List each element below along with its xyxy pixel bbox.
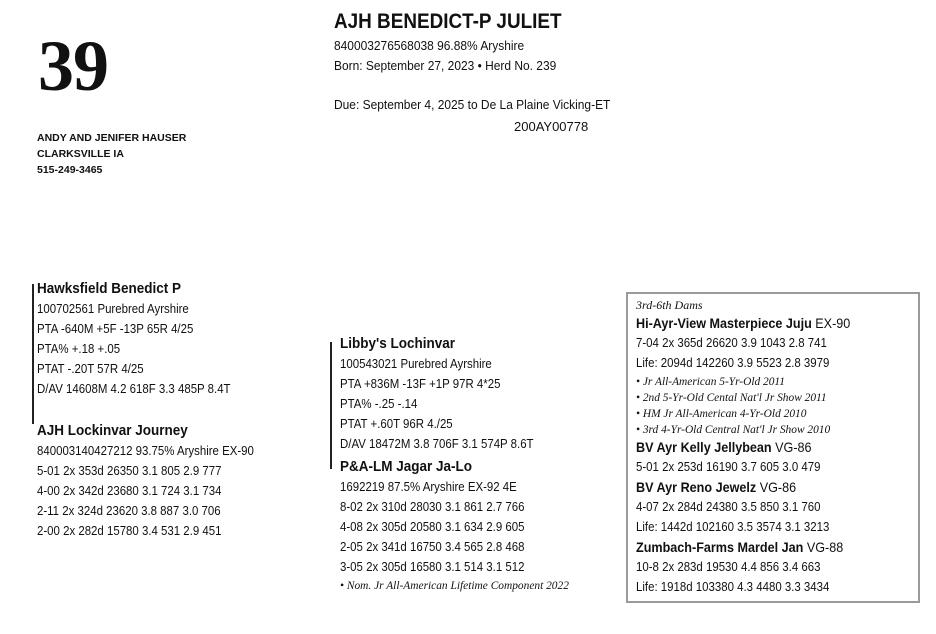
dam4-line: 5-01 2x 253d 16190 3.7 605 3.0 479: [636, 459, 821, 474]
dam3-line: Life: 2094d 142260 3.9 5523 2.8 3979: [636, 355, 830, 370]
dams-box-content: [636, 297, 874, 597]
animal-name: AJH BENEDICT-P JULIET: [334, 10, 562, 33]
mgs-line: 100543021 Purebred Ayrshire: [340, 356, 492, 371]
dam5-classification: VG-86: [759, 479, 797, 495]
granddam-block: [340, 457, 581, 593]
sire-line: PTA% +.18 +.05: [37, 341, 121, 356]
due-line: Due: September 4, 2025 to De La Plaine Vicking-ET: [334, 97, 611, 112]
dam-line: 840003140427212 93.75% Aryshire EX-90: [37, 443, 254, 458]
owner-phone: 515-249-3465: [37, 164, 103, 176]
owner-city: CLARKSVILLE IA: [37, 148, 124, 160]
dam-line: 2-11 2x 324d 23620 3.8 887 3.0 706: [37, 503, 221, 518]
sire-block: [37, 279, 257, 399]
dam-block: [37, 421, 283, 541]
dam6-line: 10-8 2x 283d 19530 4.4 856 3.4 663: [636, 559, 821, 574]
dam-line: 5-01 2x 353d 26350 3.1 805 2.9 777: [37, 463, 222, 478]
sire-line: PTA -640M +5F -13P 65R 4/25: [37, 321, 194, 336]
granddam-line: 1692219 87.5% Aryshire EX-92 4E: [340, 479, 517, 494]
granddam-name: P&A-LM Jagar Ja-Lo: [340, 458, 473, 475]
dam4-name: BV Ayr Kelly Jellybean: [636, 439, 772, 455]
sire-bracket-line: [32, 284, 34, 424]
service-sire-code: 200AY00778: [514, 119, 589, 134]
granddam-line: 3-05 2x 305d 16580 3.1 514 3.1 512: [340, 559, 525, 574]
granddam-line: 4-08 2x 305d 20580 3.1 634 2.9 605: [340, 519, 525, 534]
dam6-classification: VG-88: [806, 539, 844, 555]
dam3-line: 7-04 2x 365d 26620 3.9 1043 2.8 741: [636, 335, 827, 350]
dam4-classification: VG-86: [775, 439, 812, 455]
dam6-name-row: [636, 537, 850, 557]
dam-line: 4-00 2x 342d 23680 3.1 724 3.1 734: [37, 483, 222, 498]
dam3-note: • Jr All-American 5-Yr-Old 2011: [636, 374, 786, 388]
dam5-name: BV Ayr Reno Jewelz: [636, 479, 757, 495]
mgs-line: PTA% -.25 -.14: [340, 396, 418, 411]
mgs-line: PTAT +.60T 96R 4./25: [340, 416, 453, 431]
dam-line: 2-00 2x 282d 15780 3.4 531 2.9 451: [37, 523, 222, 538]
sire-name: Hawksfield Benedict P: [37, 280, 182, 297]
dam3-note: • 2nd 5-Yr-Old Cental Nat'l Jr Show 2011: [636, 390, 827, 404]
mgs-line: D/AV 18472M 3.8 706F 3.1 574P 8.6T: [340, 436, 534, 451]
granddam-note: • Nom. Jr All-American Lifetime Component 2022: [340, 578, 569, 592]
dam3-name: Hi-Ayr-View Masterpiece Juju: [636, 315, 812, 331]
sire-line: PTAT -.20T 57R 4/25: [37, 361, 144, 376]
dam6-name: Zumbach-Farms Mardel Jan: [636, 539, 804, 555]
dam4-name-row: [636, 437, 850, 457]
dam3-name-row: [636, 313, 850, 333]
lot-number: 39: [38, 26, 108, 106]
dams-box-header: 3rd-6th Dams: [636, 298, 703, 312]
dam5-line: 4-07 2x 284d 24380 3.5 850 3.1 760: [636, 499, 821, 514]
animal-header: [334, 8, 587, 76]
dam-name: AJH Lockinvar Journey: [37, 422, 188, 439]
dam3-note: • 3rd 4-Yr-Old Central Nat'l Jr Show 2010: [636, 422, 831, 436]
animal-born-line: Born: September 27, 2023 • Herd No. 239: [334, 58, 557, 73]
animal-id-line: 840003276568038 96.88% Aryshire: [334, 38, 525, 53]
mgs-block: [340, 334, 560, 454]
dam5-line: Life: 1442d 102160 3.5 3574 3.1 3213: [636, 519, 830, 534]
mgs-name: Libby's Lochinvar: [340, 335, 455, 352]
granddam-line: 8-02 2x 310d 28030 3.1 861 2.7 766: [340, 499, 525, 514]
mgs-bracket-line: [330, 342, 332, 469]
owner-name: ANDY AND JENIFER HAUSER: [37, 132, 187, 144]
sire-line: D/AV 14608M 4.2 618F 3.3 485P 8.4T: [37, 381, 231, 396]
dam3-classification: EX-90: [815, 315, 851, 331]
sire-line: 100702561 Purebred Ayrshire: [37, 301, 189, 316]
granddam-line: 2-05 2x 341d 16750 3.4 565 2.8 468: [340, 539, 525, 554]
owner-info: [37, 130, 186, 178]
dam3-note: • HM Jr All-American 4-Yr-Old 2010: [636, 406, 807, 420]
dams-box: [626, 292, 920, 603]
dam5-name-row: [636, 477, 850, 497]
dam6-line: Life: 1918d 103380 4.3 4480 3.3 3434: [636, 579, 830, 594]
mgs-line: PTA +836M -13F +1P 97R 4*25: [340, 376, 501, 391]
